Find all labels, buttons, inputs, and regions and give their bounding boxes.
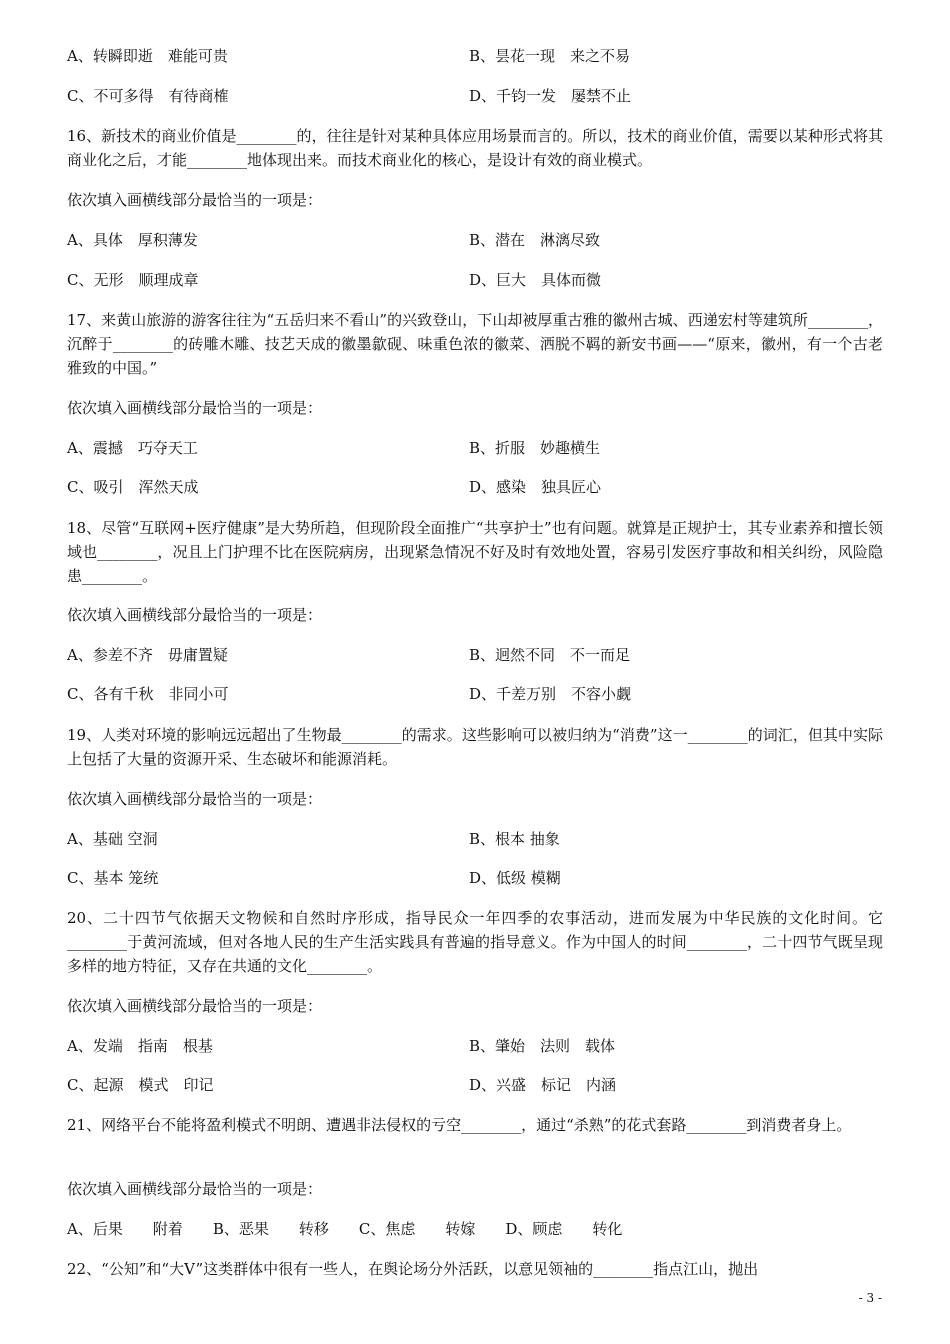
q16-stem: 16、新技术的商业价值是________的，往往是针对某种具体应用场景而言的。所以，技术的商业价值，需要以某种形式将其商业化之后，才能________地体现出来。而技术商业化的核心，是设计有效的商业模式。 [67, 127, 883, 169]
q15-option-b: B、昙花一现 来之不易 [469, 47, 631, 65]
q18-option-a: A、参差不齐 毋庸置疑 [67, 646, 228, 664]
q20-prompt: 依次填入画横线部分最恰当的一项是： [67, 997, 323, 1015]
q18-option-b: B、迥然不同 不一而足 [469, 646, 631, 664]
q19-option-c: C、基本 笼统 [67, 869, 159, 887]
q17-prompt: 依次填入画横线部分最恰当的一项是： [67, 399, 323, 417]
q19-option-a: A、基础 空洞 [67, 830, 158, 848]
q15-option-c: C、不可多得 有待商榷 [67, 87, 229, 105]
q16-prompt: 依次填入画横线部分最恰当的一项是： [67, 191, 323, 209]
q19-prompt: 依次填入画横线部分最恰当的一项是： [67, 790, 323, 808]
q20-option-a: A、发端 指南 根基 [67, 1037, 213, 1055]
q17-option-a: A、震撼 巧夺天工 [67, 439, 198, 457]
q16-option-a: A、具体 厚积薄发 [67, 231, 198, 249]
page-number: - 3 - [858, 1291, 882, 1305]
q15-option-a: A、转瞬即逝 难能可贵 [67, 47, 228, 65]
q19-option-b: B、根本 抽象 [469, 830, 560, 848]
q20-option-b: B、肇始 法则 载体 [469, 1037, 616, 1055]
q16-option-b: B、潜在 淋漓尽致 [469, 231, 601, 249]
q21-stem: 21、网络平台不能将盈利模式不明朗、遭遇非法侵权的亏空________，通过“杀熟”的花式套路________到消费者身上。 [67, 1116, 852, 1134]
q18-stem: 18、尽管“互联网+医疗健康”是大势所趋，但现阶段全面推广“共享护士”也有问题。就算是正规护士，其专业素养和擅长领域也________，况且上门护理不比在医院病房，出现紧急情况不好及时有效地处置，容易引发医疗事故和相关纠纷，风险隐患________。 [67, 519, 883, 585]
q20-option-c: C、起源 模式 印记 [67, 1076, 214, 1094]
q17-stem: 17、来黄山旅游的游客往往为“五岳归来不看山”的兴致登山，下山却被厚重古雅的徽州古城、西递宏村等建筑所________，沉醉于________的砖雕木雕、技艺天成的徽墨歙砚、味重色浓的徽菜、洒脱不羁的新安书画——“原来，徽州，有一个古老雅致的中国。” [67, 311, 883, 377]
q16-option-d: D、巨大 具体而微 [469, 271, 602, 289]
q19-stem: 19、人类对环境的影响远远超出了生物最________的需求。这些影响可以被归纳为“消费”这一________的词汇，但其中实际上包括了大量的资源开采、生态破坏和能源消耗。 [67, 726, 883, 768]
q17-option-c: C、吸引 浑然天成 [67, 478, 199, 496]
q21-prompt: 依次填入画横线部分最恰当的一项是： [67, 1180, 323, 1198]
q20-option-d: D、兴盛 标记 内涵 [469, 1076, 617, 1094]
q18-option-d: D、千差万别 不容小觑 [469, 685, 632, 703]
q21-options: A、后果 附着 B、恶果 转移 C、焦虑 转嫁 D、顾虑 转化 [67, 1220, 623, 1238]
q19-option-d: D、低级 模糊 [469, 869, 561, 887]
q18-prompt: 依次填入画横线部分最恰当的一项是： [67, 606, 323, 624]
q15-option-d: D、千钧一发 屡禁不止 [469, 87, 632, 105]
q17-option-d: D、感染 独具匠心 [469, 478, 602, 496]
q20-stem: 20、二十四节气依据天文物候和自然时序形成，指导民众一年四季的农事活动，进而发展为中华民族的文化时间。它________于黄河流域，但对各地人民的生产生活实践具有普遍的指导意义。作为中国人的时间________，二十四节气既呈现多样的地方特征，又存在共通的文化________。 [67, 909, 883, 975]
q18-option-c: C、各有千秋 非同小可 [67, 685, 229, 703]
q17-option-b: B、折服 妙趣横生 [469, 439, 601, 457]
q22-stem: 22、“公知”和“大V”这类群体中很有一些人，在舆论场分外活跃，以意见领袖的________指点江山，抛出 [67, 1260, 759, 1278]
q16-option-c: C、无形 顺理成章 [67, 271, 199, 289]
